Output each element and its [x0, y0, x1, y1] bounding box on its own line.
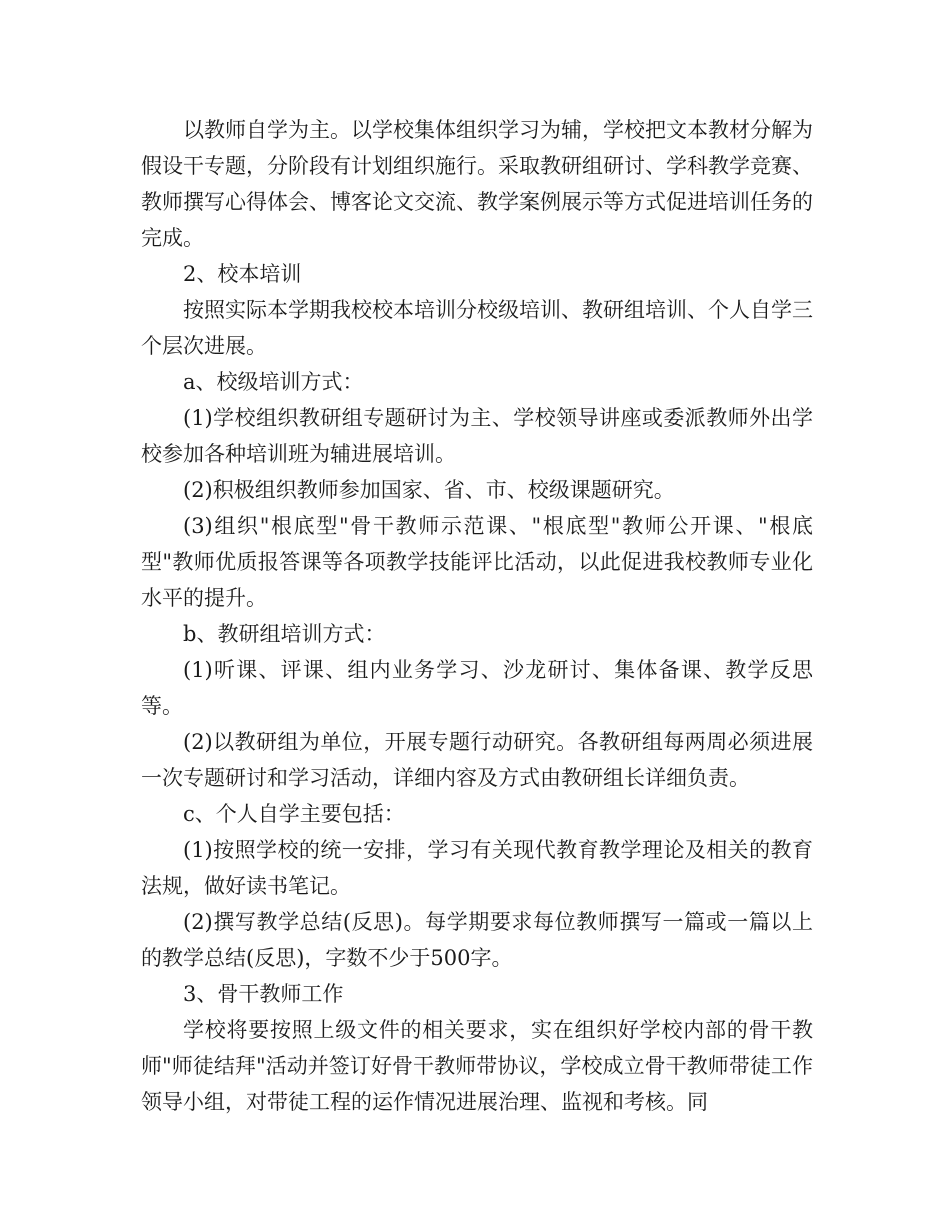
paragraph-school-level-item-3: (3)组织"根底型"骨干教师示范课、"根底型"教师公开课、"根底型"教师优质报答课等各项教学技能评比活动，以此促进我校教师专业化水平的提升。 — [141, 514, 813, 610]
paragraph-group-item-2: (2)以教研组为单位，开展专题行动研究。各教研组每两周必须进展一次专题研讨和学习活动，详细内容及方式由教研组长详细负责。 — [141, 730, 813, 790]
paragraph-self-study-item-2: (2)撰写教学总结(反思)。每学期要求每位教师撰写一篇或一篇以上的教学总结(反思)，字数不少于500字。 — [141, 910, 813, 970]
paragraph-self-study-item-1: (1)按照学校的统一安排，学习有关现代教育教学理论及相关的教育法规，做好读书笔记。 — [141, 838, 813, 898]
paragraph-self-study: 以教师自学为主。以学校集体组织学习为辅，学校把文本教材分解为假设干专题，分阶段有计划组织施行。采取教研组研讨、学科教学竞赛、教师撰写心得体会、博客论文交流、教学案例展示等方式促进培训任务的完成。 — [141, 118, 813, 250]
paragraph-school-level-item-1: (1)学校组织教研组专题研讨为主、学校领导讲座或委派教师外出学校参加各种培训班为辅进展培训。 — [141, 406, 813, 466]
heading-group-training-method: b、教研组培训方式： — [183, 622, 386, 646]
heading-self-study-content: c、个人自学主要包括： — [183, 802, 405, 826]
heading-school-training: 2、校本培训 — [183, 262, 302, 286]
heading-backbone-teacher-work: 3、骨干教师工作 — [183, 982, 344, 1006]
paragraph-backbone-teacher: 学校将要按照上级文件的相关要求，实在组织好学校内部的骨干教师"师徒结拜"活动并签订好骨干教师带协议，学校成立骨干教师带徒工作领导小组，对带徒工程的运作情况进展治理、监视和考核。同 — [141, 1018, 813, 1114]
heading-school-level-method: a、校级培训方式： — [183, 370, 364, 394]
paragraph-group-item-1: (1)听课、评课、组内业务学习、沙龙研讨、集体备课、教学反思等。 — [141, 658, 813, 718]
paragraph-training-levels: 按照实际本学期我校校本培训分校级培训、教研组培训、个人自学三个层次进展。 — [141, 298, 813, 358]
paragraph-school-level-item-2: (2)积极组织教师参加国家、省、市、校级课题研究。 — [183, 478, 675, 502]
document-body — [141, 112, 813, 1120]
